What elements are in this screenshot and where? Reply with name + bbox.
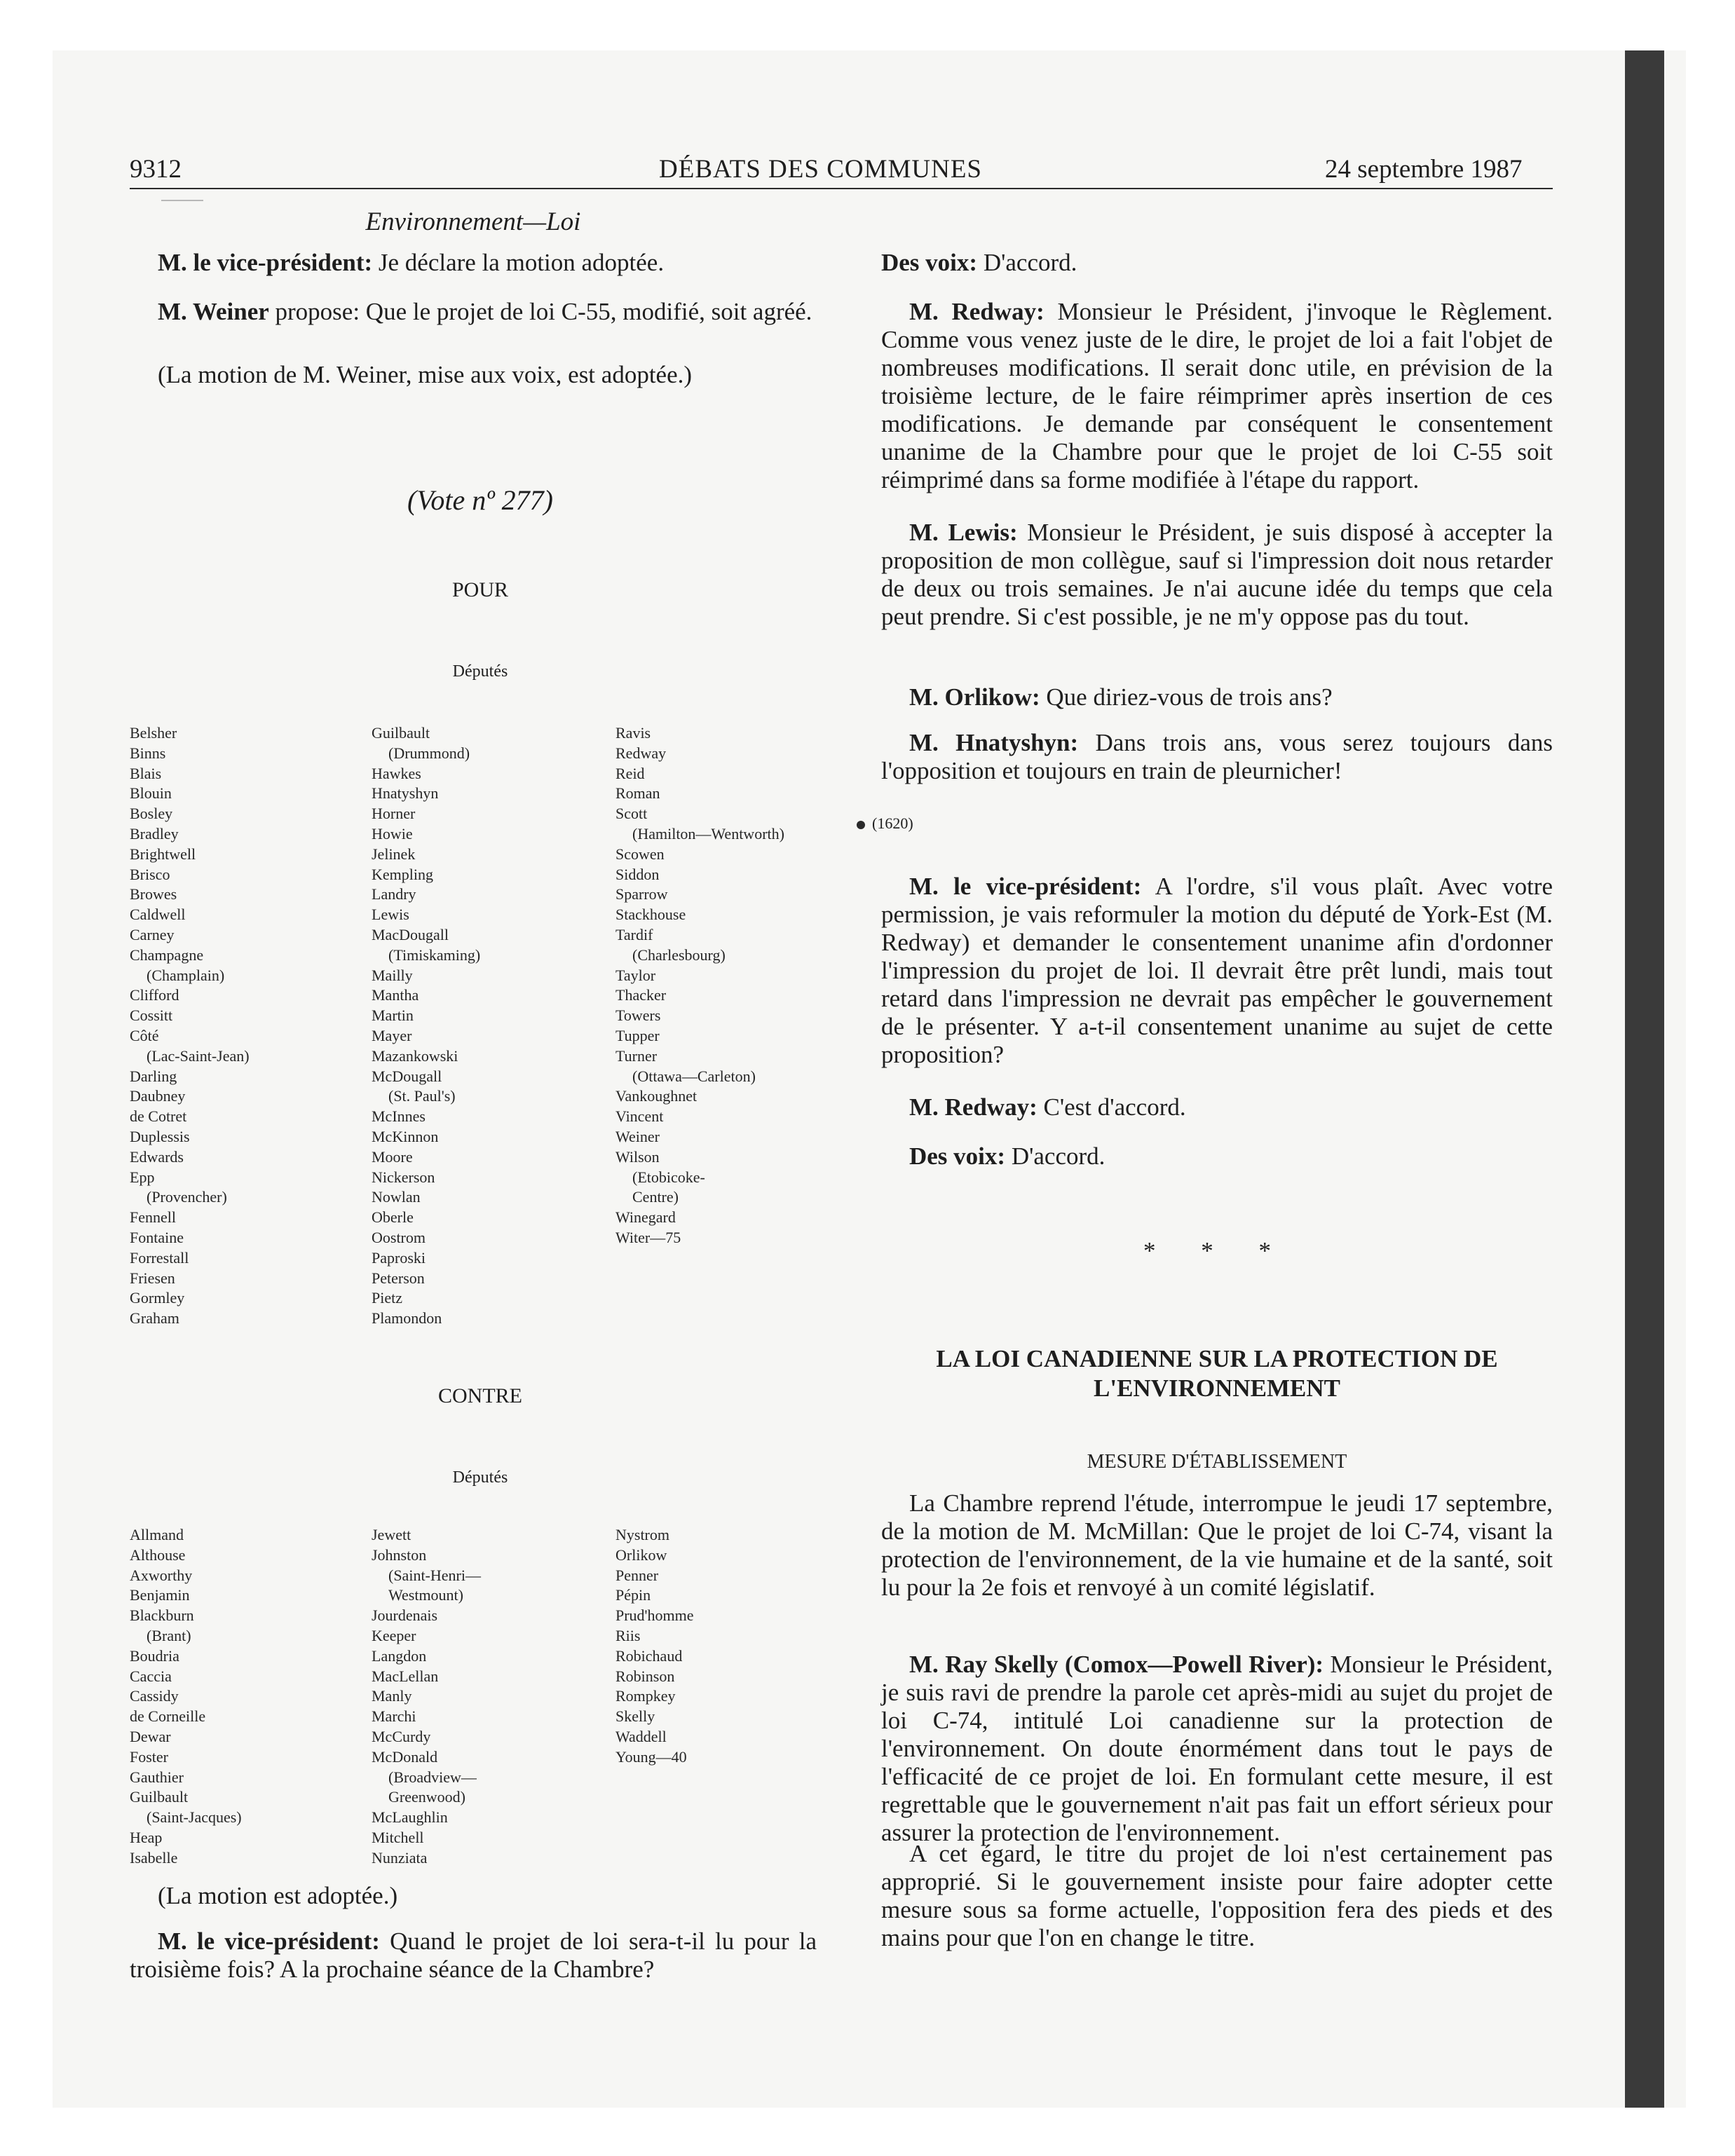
- member-name: Caccia: [130, 1667, 172, 1685]
- paragraph: [881, 1142, 1553, 1171]
- member-name: Oberle: [372, 1208, 414, 1227]
- member-name: Allmand: [130, 1526, 184, 1543]
- member-name: Riis: [615, 1626, 641, 1644]
- member-name: Redway: [615, 744, 667, 762]
- member-name: Waddell: [615, 1727, 667, 1745]
- contre-names-column-2: [372, 1525, 603, 1869]
- member-name: Johnston: [372, 1546, 427, 1564]
- member-name: Peterson: [372, 1269, 425, 1287]
- member-name: (Saint-Henri—: [388, 1566, 481, 1584]
- pour-names-column-1: [130, 723, 340, 1329]
- speaker-name: M. Redway:: [909, 1093, 1037, 1121]
- speech-text: Quand le projet de loi sera-t-il lu pour la troisième fois? A la prochaine séance de la Chambre?: [130, 1928, 817, 1983]
- member-name: (Ottawa—Carleton): [632, 1067, 756, 1085]
- member-name: (Timiskaming): [388, 946, 481, 964]
- paragraph: (La motion est adoptée.): [158, 1882, 398, 1909]
- member-name: Friesen: [130, 1269, 175, 1287]
- speech-text: Monsieur le Président, je suis ravi de prendre la parole cet après-midi au sujet du projet de loi C-74, intitulé Loi canadienne sur la protection de l'environnement. On doute énormément dans tout le pays de l'efficacité de ce projet de loi. En formulant cette mesure, il est regrettable que le gouvernement n'ait pas fait un effort sérieux pour assurer la protection de l'environnement.: [881, 1651, 1553, 1846]
- member-name: Langdon: [372, 1646, 427, 1665]
- speaker-name: M. Redway:: [909, 298, 1045, 325]
- speech-text: Monsieur le Président, j'invoque le Règlement. Comme vous venez juste de le dire, le projet de loi a fait l'objet de nombreuses modifications. Il serait donc utile, en prévision de la troisième lecture, de le faire réimprimer après insertion de ces modifications. Je demande par conséquent le consentement unanime de la Chambre pour que le projet de loi C-55 soit réimprimé dans sa forme modifiée à l'étape du rapport.: [881, 298, 1553, 493]
- member-name: Heap: [130, 1828, 163, 1846]
- member-name: Westmount): [388, 1586, 463, 1604]
- member-name: Benjamin: [130, 1586, 190, 1604]
- speaker-name: M. Lewis:: [909, 519, 1018, 546]
- member-name: McDonald: [372, 1747, 438, 1766]
- bullet-icon: [857, 821, 865, 829]
- member-name: Pietz: [372, 1289, 402, 1307]
- member-name: Winegard: [615, 1208, 676, 1227]
- speaker-name: M. Ray Skelly (Comox—Powell River):: [909, 1651, 1324, 1678]
- member-name: Boudria: [130, 1646, 179, 1665]
- speech-text: propose: Que le projet de loi C-55, modifié, soit agréé.: [268, 298, 812, 325]
- member-name: Côté: [130, 1026, 159, 1044]
- member-name: Horner: [372, 805, 416, 823]
- member-name: Greenwood): [388, 1788, 465, 1806]
- speaker-name: Des voix:: [909, 1142, 1006, 1170]
- speaker-name: Des voix:: [881, 249, 978, 276]
- member-name: Witer—75: [615, 1228, 681, 1246]
- member-name: Lewis: [372, 906, 409, 924]
- member-name: Daubney: [130, 1087, 186, 1105]
- member-name: Manly: [372, 1687, 412, 1705]
- vote-number: (Vote nº 277): [407, 484, 553, 516]
- member-name: Jewett: [372, 1526, 411, 1543]
- member-name: Mayer: [372, 1026, 412, 1044]
- member-name: Dewar: [130, 1727, 171, 1745]
- member-name: Clifford: [130, 986, 179, 1004]
- scan-edge-bar: [1625, 50, 1664, 2108]
- member-name: Duplessis: [130, 1127, 190, 1145]
- member-name: Jourdenais: [372, 1606, 438, 1625]
- member-name: Carney: [130, 925, 175, 943]
- member-name: Skelly: [615, 1707, 655, 1726]
- member-name: Brisco: [130, 865, 170, 883]
- member-name: Foster: [130, 1747, 168, 1766]
- bill-subheading: MESURE D'ÉTABLISSEMENT: [1087, 1451, 1347, 1473]
- paragraph: [881, 298, 1553, 494]
- member-name: Cassidy: [130, 1687, 179, 1705]
- member-name: de Corneille: [130, 1707, 206, 1726]
- member-name: Belsher: [130, 724, 177, 742]
- member-name: Guilbault: [130, 1788, 189, 1806]
- speech-text: C'est d'accord.: [1037, 1093, 1186, 1121]
- speech-text: Que diriez-vous de trois ans?: [1040, 683, 1333, 711]
- member-name: Scowen: [615, 845, 665, 863]
- member-name: Epp: [130, 1168, 155, 1186]
- member-name: Martin: [372, 1007, 414, 1025]
- member-name: Oostrom: [372, 1228, 426, 1246]
- pour-names-column-2: [372, 723, 603, 1329]
- contre-heading: CONTRE: [438, 1384, 522, 1407]
- member-name: Binns: [130, 744, 166, 762]
- paragraph: [881, 683, 1553, 711]
- paragraph: [881, 1093, 1553, 1121]
- member-name: McCurdy: [372, 1727, 431, 1745]
- pour-subheading: Députés: [452, 662, 508, 681]
- speech-text: D'accord.: [1005, 1142, 1105, 1170]
- speaker-name: M. le vice-président:: [158, 1928, 380, 1955]
- member-name: MacDougall: [372, 925, 449, 943]
- header-rule: [130, 188, 1553, 189]
- member-name: Caldwell: [130, 906, 186, 924]
- speaker-name: M. Orlikow:: [909, 683, 1040, 711]
- member-name: Mantha: [372, 986, 419, 1004]
- contre-names-column-3: [615, 1525, 847, 1768]
- member-name: Taylor: [615, 966, 656, 984]
- member-name: Graham: [130, 1309, 179, 1328]
- member-name: Scott: [615, 805, 648, 823]
- member-name: Stackhouse: [615, 906, 686, 924]
- speech-text: Je déclare la motion adoptée.: [372, 249, 665, 276]
- member-name: Mailly: [372, 966, 413, 984]
- scan-mark: [161, 200, 203, 201]
- member-name: Towers: [615, 1007, 661, 1025]
- member-name: Pépin: [615, 1586, 651, 1604]
- header-date: 24 septembre 1987: [1325, 155, 1523, 184]
- speech-text: Monsieur le Président, je suis disposé à accepter la proposition de mon collègue, sauf si l'impression doit nous retarder de deux ou trois semaines. Je n'ai aucune idée du temps que cela peut prendre. Si c'est possible, je ne m'y oppose pas du tout.: [881, 519, 1553, 630]
- paragraph: [881, 519, 1553, 631]
- member-name: Blouin: [130, 784, 172, 803]
- speaker-name: M. Weiner: [158, 298, 269, 325]
- member-name: McInnes: [372, 1107, 426, 1126]
- member-name: Forrestall: [130, 1248, 189, 1267]
- member-name: Bosley: [130, 805, 173, 823]
- member-name: Moore: [372, 1147, 413, 1166]
- member-name: (Champlain): [147, 966, 225, 984]
- member-name: Blackburn: [130, 1606, 194, 1625]
- subject-heading: Environnement—Loi: [365, 207, 581, 236]
- speech-text: A l'ordre, s'il vous plaît. Avec votre permission, je vais reformuler la motion du député de York-Est (M. Redway) et demander le consentement unanime afin d'ordonner l'impression du projet de loi. Il devrait être prêt lundi, mais tout retard dans l'impression ne devrait pas empêcher le gouvernement de le présenter. Y a-t-il consentement unanime au sujet de cette proposition?: [881, 873, 1553, 1068]
- member-name: Mitchell: [372, 1828, 424, 1846]
- member-name: Ravis: [615, 724, 651, 742]
- member-name: Weiner: [615, 1127, 660, 1145]
- speech-text: Dans trois ans, vous serez toujours dans l'opposition et toujours en train de pleurnicher!: [881, 729, 1553, 784]
- member-name: Nystrom: [615, 1526, 669, 1543]
- member-name: Vincent: [615, 1107, 664, 1126]
- speaker-name: M. le vice-président:: [158, 249, 373, 276]
- paragraph: La Chambre reprend l'étude, interrompue le jeudi 17 septembre, de la motion de M. McMillan: Que le projet de loi C-74, visant la protection de l'environnement, de la vie humaine et de la santé, soit lu pour la 2e fois et renvoyé à un comité législatif.: [881, 1489, 1553, 1601]
- time-marker-text: (1620): [872, 814, 913, 832]
- paragraph: [881, 729, 1553, 785]
- running-head: DÉBATS DES COMMUNES: [659, 155, 983, 184]
- member-name: Prud'homme: [615, 1606, 694, 1625]
- pour-heading: POUR: [451, 578, 509, 601]
- member-name: Nunziata: [372, 1848, 428, 1867]
- member-name: Paproski: [372, 1248, 426, 1267]
- member-name: Gormley: [130, 1289, 185, 1307]
- contre-subheading: Députés: [452, 1468, 508, 1487]
- member-name: Nickerson: [372, 1168, 435, 1186]
- member-name: Orlikow: [615, 1546, 667, 1564]
- member-name: (St. Paul's): [388, 1087, 456, 1105]
- paragraph: [881, 873, 1553, 1069]
- bill-title: LA LOI CANADIENNE SUR LA PROTECTION DE L'ENVIRONNEMENT: [936, 1345, 1498, 1402]
- member-name: Robichaud: [615, 1646, 683, 1665]
- member-name: Roman: [615, 784, 660, 803]
- paragraph: [881, 1651, 1553, 1847]
- member-name: Siddon: [615, 865, 660, 883]
- paragraph: A cet égard, le titre du projet de loi n'est certainement pas approprié. Si le gouvernement insiste pour faire adopter cette mesure sous sa forme actuelle, l'opposition fera des pieds et des mains pour que l'on en change le titre.: [881, 1840, 1553, 1951]
- member-name: McDougall: [372, 1067, 442, 1085]
- member-name: Tardif: [615, 925, 653, 943]
- member-name: Hawkes: [372, 764, 421, 782]
- section-break: * * *: [1143, 1237, 1291, 1264]
- member-name: Gauthier: [130, 1768, 184, 1786]
- member-name: Cossitt: [130, 1007, 173, 1025]
- member-name: Turner: [615, 1046, 658, 1065]
- member-name: (Lac-Saint-Jean): [147, 1046, 250, 1065]
- speaker-name: M. le vice-président:: [909, 873, 1142, 900]
- member-name: Plamondon: [372, 1309, 442, 1328]
- member-name: (Hamilton—Wentworth): [632, 824, 784, 842]
- member-name: Keeper: [372, 1626, 416, 1644]
- member-name: Brightwell: [130, 845, 196, 863]
- member-name: (Saint-Jacques): [147, 1808, 242, 1827]
- member-name: Penner: [615, 1566, 659, 1584]
- speech-text: D'accord.: [977, 249, 1077, 276]
- member-name: Champagne: [130, 946, 204, 964]
- contre-names-column-1: [130, 1525, 340, 1869]
- member-name: Guilbault: [372, 724, 430, 742]
- member-name: Blais: [130, 764, 162, 782]
- member-name: (Provencher): [147, 1188, 227, 1206]
- member-name: Bradley: [130, 824, 179, 842]
- member-name: Rompkey: [615, 1687, 676, 1705]
- member-name: (Etobicoke-: [632, 1168, 705, 1186]
- member-name: Fennell: [130, 1208, 176, 1227]
- paragraph: [881, 249, 1553, 277]
- member-name: (Charlesbourg): [632, 946, 726, 964]
- time-marker: [857, 814, 913, 833]
- member-name: Howie: [372, 824, 413, 842]
- member-name: (Drummond): [388, 744, 470, 762]
- member-name: Landry: [372, 885, 416, 903]
- member-name: Nowlan: [372, 1188, 421, 1206]
- member-name: Wilson: [615, 1147, 660, 1166]
- member-name: Isabelle: [130, 1848, 178, 1867]
- member-name: (Brant): [147, 1626, 191, 1644]
- member-name: Hnatyshyn: [372, 784, 439, 803]
- member-name: Reid: [615, 764, 645, 782]
- member-name: Marchi: [372, 1707, 416, 1726]
- page-number: 9312: [130, 155, 182, 184]
- paragraph: [158, 249, 817, 277]
- paragraph: [130, 1928, 817, 1984]
- speaker-name: M. Hnatyshyn:: [909, 729, 1079, 756]
- member-name: Young—40: [615, 1747, 687, 1766]
- member-name: Jelinek: [372, 845, 416, 863]
- member-name: Fontaine: [130, 1228, 184, 1246]
- member-name: de Cotret: [130, 1107, 187, 1126]
- member-name: Robinson: [615, 1667, 675, 1685]
- member-name: Edwards: [130, 1147, 184, 1166]
- member-name: Centre): [632, 1188, 679, 1206]
- member-name: Althouse: [130, 1546, 186, 1564]
- paragraph: [130, 298, 817, 326]
- member-name: Darling: [130, 1067, 177, 1085]
- pour-names-column-3: [615, 723, 847, 1248]
- member-name: Axworthy: [130, 1566, 193, 1584]
- member-name: Mazankowski: [372, 1046, 458, 1065]
- member-name: Browes: [130, 885, 177, 903]
- member-name: Tupper: [615, 1026, 660, 1044]
- paragraph: (La motion de M. Weiner, mise aux voix, est adoptée.): [158, 361, 693, 388]
- member-name: Kempling: [372, 865, 433, 883]
- member-name: MacLellan: [372, 1667, 439, 1685]
- member-name: Thacker: [615, 986, 667, 1004]
- member-name: Sparrow: [615, 885, 668, 903]
- member-name: Vankoughnet: [615, 1087, 698, 1105]
- member-name: McKinnon: [372, 1127, 439, 1145]
- member-name: (Broadview—: [388, 1768, 477, 1786]
- member-name: McLaughlin: [372, 1808, 448, 1827]
